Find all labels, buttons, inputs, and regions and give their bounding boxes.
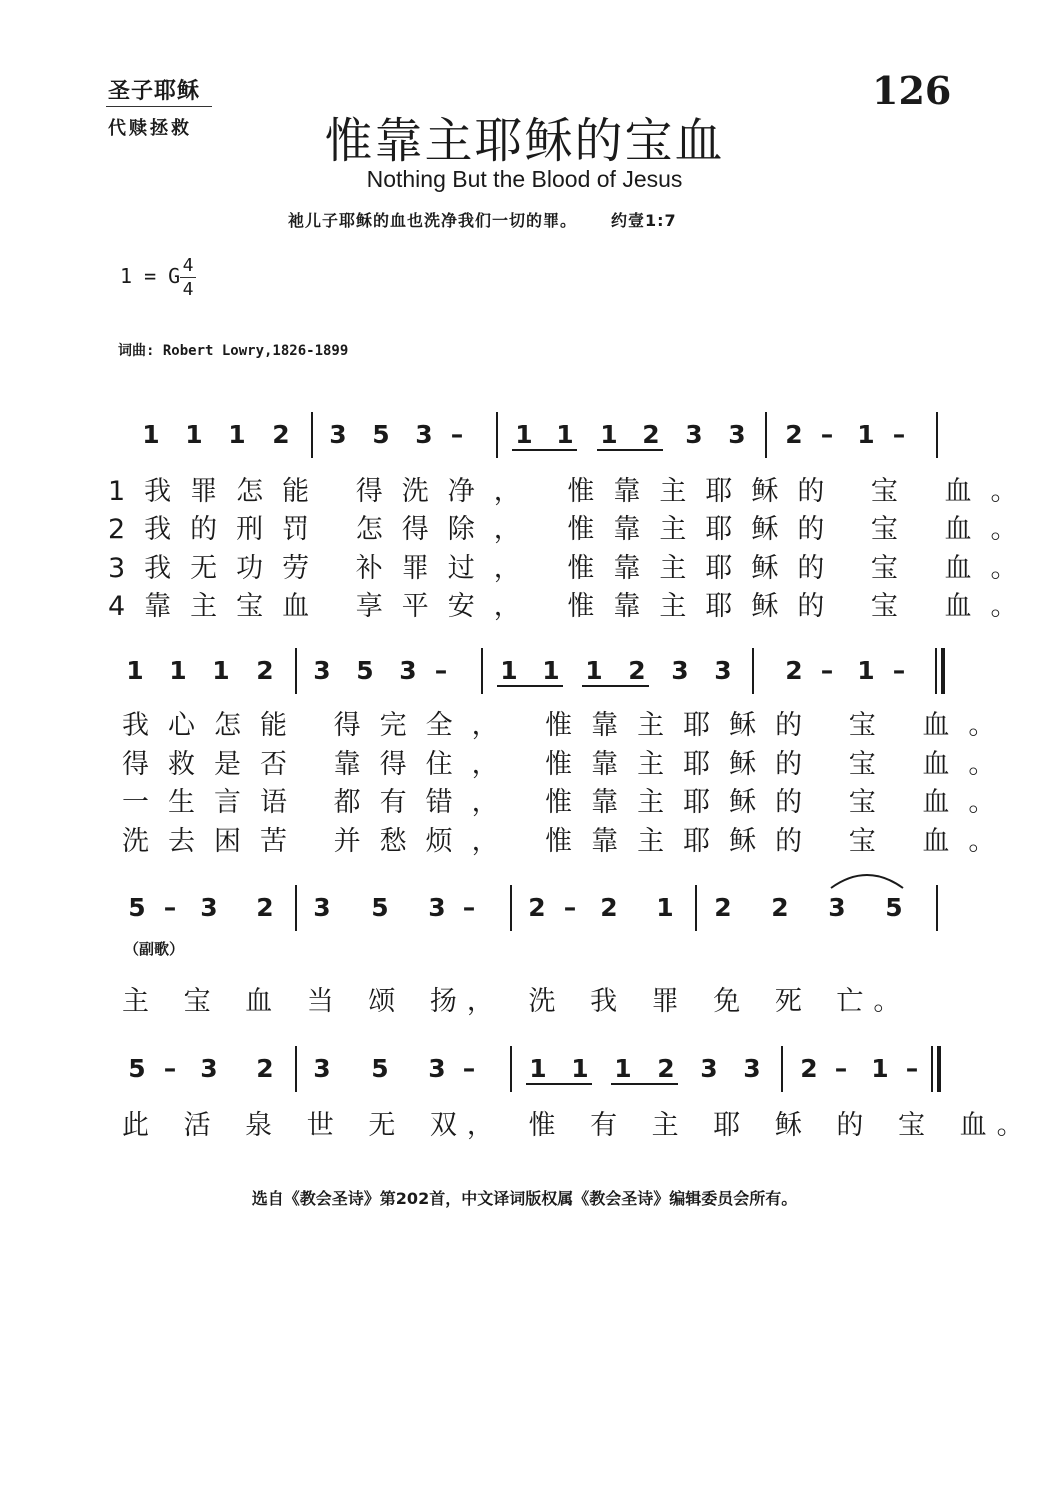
lyric-verse-4: 4靠主宝血 享平安， 惟靠主耶稣的 宝 血。 xyxy=(108,591,1037,622)
slur-arc xyxy=(828,868,906,892)
note: 3 xyxy=(728,420,746,449)
note: 3 xyxy=(428,893,446,922)
note: 2 xyxy=(256,893,274,922)
underline-eighth xyxy=(611,1083,678,1085)
underline-eighth xyxy=(597,449,663,451)
note: 1 xyxy=(585,656,603,685)
barline xyxy=(295,885,297,931)
note: – xyxy=(563,893,577,922)
lyric-verse-2b: 得救是否 靠得住， 惟靠主耶稣的 宝 血。 xyxy=(122,749,1015,780)
final-barline-thick xyxy=(941,648,945,694)
note: – xyxy=(163,893,177,922)
note: – xyxy=(462,893,476,922)
note: 1 xyxy=(614,1054,632,1083)
note: 5 xyxy=(128,1054,146,1083)
note: 2 xyxy=(628,656,646,685)
chorus-lyric-1: 主 宝 血 当 颂 扬， 洗 我 罪 免 死 亡。 xyxy=(122,986,911,1017)
lyric-verse-1: 1我罪怎能 得洗净， 惟靠主耶稣的 宝 血。 xyxy=(108,476,1037,507)
time-signature xyxy=(178,254,198,301)
note: 1 xyxy=(142,420,160,449)
note: 1 xyxy=(228,420,246,449)
note: – xyxy=(462,1054,476,1083)
barline xyxy=(781,1046,783,1092)
note: – xyxy=(834,1054,848,1083)
barline xyxy=(295,1046,297,1092)
underline-eighth xyxy=(582,685,649,687)
note: 3 xyxy=(313,1054,331,1083)
time-signature-line xyxy=(180,277,196,278)
note: 1 xyxy=(542,656,560,685)
barline xyxy=(695,885,697,931)
category-main: 圣子耶稣 xyxy=(108,78,201,104)
lyric-verse-3b: 一生言语 都有错， 惟靠主耶稣的 宝 血。 xyxy=(122,787,1015,818)
note: 5 xyxy=(371,893,389,922)
note: 2 xyxy=(657,1054,675,1083)
underline-eighth xyxy=(526,1083,592,1085)
note: 3 xyxy=(828,893,846,922)
note: 2 xyxy=(642,420,660,449)
underline-eighth xyxy=(512,449,577,451)
barline xyxy=(496,412,498,458)
note: 5 xyxy=(372,420,390,449)
scripture-verse xyxy=(288,208,677,231)
note: 1 xyxy=(600,420,618,449)
time-signature-top: 4 xyxy=(182,255,194,276)
final-barline-thin xyxy=(931,1046,933,1092)
barline xyxy=(481,648,483,694)
note: 2 xyxy=(600,893,618,922)
chorus-label: （副歌） xyxy=(124,940,185,958)
note: – xyxy=(434,656,448,685)
composer-credit: 词曲: Robert Lowry,1826-1899 xyxy=(118,343,349,359)
note: 5 xyxy=(371,1054,389,1083)
note: 3 xyxy=(743,1054,761,1083)
note: 2 xyxy=(785,656,803,685)
note: 2 xyxy=(528,893,546,922)
note: 1 xyxy=(515,420,533,449)
lyric-verse-1b: 我心怎能 得完全， 惟靠主耶稣的 宝 血。 xyxy=(122,710,1015,741)
note: 2 xyxy=(800,1054,818,1083)
note: 1 xyxy=(871,1054,889,1083)
note: 1 xyxy=(126,656,144,685)
scripture-text: 祂儿子耶稣的血也洗净我们一切的罪。 xyxy=(288,211,578,230)
note: 1 xyxy=(556,420,574,449)
note: 3 xyxy=(415,420,433,449)
category-sub: 代赎拯救 xyxy=(108,118,192,139)
note: 3 xyxy=(200,893,218,922)
note: 2 xyxy=(714,893,732,922)
title-english: Nothing But the Blood of Jesus xyxy=(366,166,683,192)
note: 1 xyxy=(212,656,230,685)
note: – xyxy=(163,1054,177,1083)
note: 2 xyxy=(256,656,274,685)
underline-eighth xyxy=(497,685,563,687)
note: 1 xyxy=(500,656,518,685)
scripture-reference: 约壹1:7 xyxy=(611,211,677,230)
note: 1 xyxy=(857,656,875,685)
note: – xyxy=(892,420,906,449)
note: – xyxy=(820,420,834,449)
note: 3 xyxy=(685,420,703,449)
note: 1 xyxy=(169,656,187,685)
barline xyxy=(510,1046,512,1092)
note: 3 xyxy=(329,420,347,449)
note: 2 xyxy=(785,420,803,449)
note: 2 xyxy=(771,893,789,922)
lyric-verse-3: 3我无功劳 补罪过， 惟靠主耶稣的 宝 血。 xyxy=(108,553,1037,584)
note: 3 xyxy=(200,1054,218,1083)
title-chinese: 惟靠主耶稣的宝血 xyxy=(324,113,725,169)
note: 3 xyxy=(313,656,331,685)
barline xyxy=(936,885,938,931)
note: 1 xyxy=(185,420,203,449)
final-barline-thick xyxy=(937,1046,941,1092)
barline xyxy=(295,648,297,694)
note: 5 xyxy=(356,656,374,685)
chorus-lyric-2: 此 活 泉 世 无 双， 惟 有 主 耶 稣 的 宝 血。 xyxy=(122,1110,1034,1141)
note: 5 xyxy=(885,893,903,922)
note: 3 xyxy=(714,656,732,685)
time-signature-bottom: 4 xyxy=(182,279,194,300)
note: – xyxy=(450,420,464,449)
barline xyxy=(510,885,512,931)
copyright-footer: 选自《教会圣诗》第202首，中文译词版权属《教会圣诗》编辑委员会所有。 xyxy=(251,1189,798,1208)
barline xyxy=(311,412,313,458)
lyric-verse-4b: 洗去困苦 并愁烦， 惟靠主耶稣的 宝 血。 xyxy=(122,826,1015,857)
note: 2 xyxy=(256,1054,274,1083)
barline xyxy=(752,648,754,694)
barline xyxy=(936,412,938,458)
note: 3 xyxy=(313,893,331,922)
note: 3 xyxy=(700,1054,718,1083)
note: 3 xyxy=(671,656,689,685)
final-barline-thin xyxy=(935,648,937,694)
note: 3 xyxy=(428,1054,446,1083)
note: 5 xyxy=(128,893,146,922)
note: 1 xyxy=(857,420,875,449)
note: 2 xyxy=(272,420,290,449)
note: – xyxy=(892,656,906,685)
note: 3 xyxy=(399,656,417,685)
note: 1 xyxy=(529,1054,547,1083)
note: 1 xyxy=(656,893,674,922)
barline xyxy=(765,412,767,458)
lyric-verse-2: 2我的刑罚 怎得除， 惟靠主耶稣的 宝 血。 xyxy=(108,514,1037,545)
note: 1 xyxy=(571,1054,589,1083)
note: – xyxy=(820,656,834,685)
key-signature: 1 = G xyxy=(120,264,181,288)
hymn-number: 126 xyxy=(872,68,952,113)
note: – xyxy=(905,1054,919,1083)
